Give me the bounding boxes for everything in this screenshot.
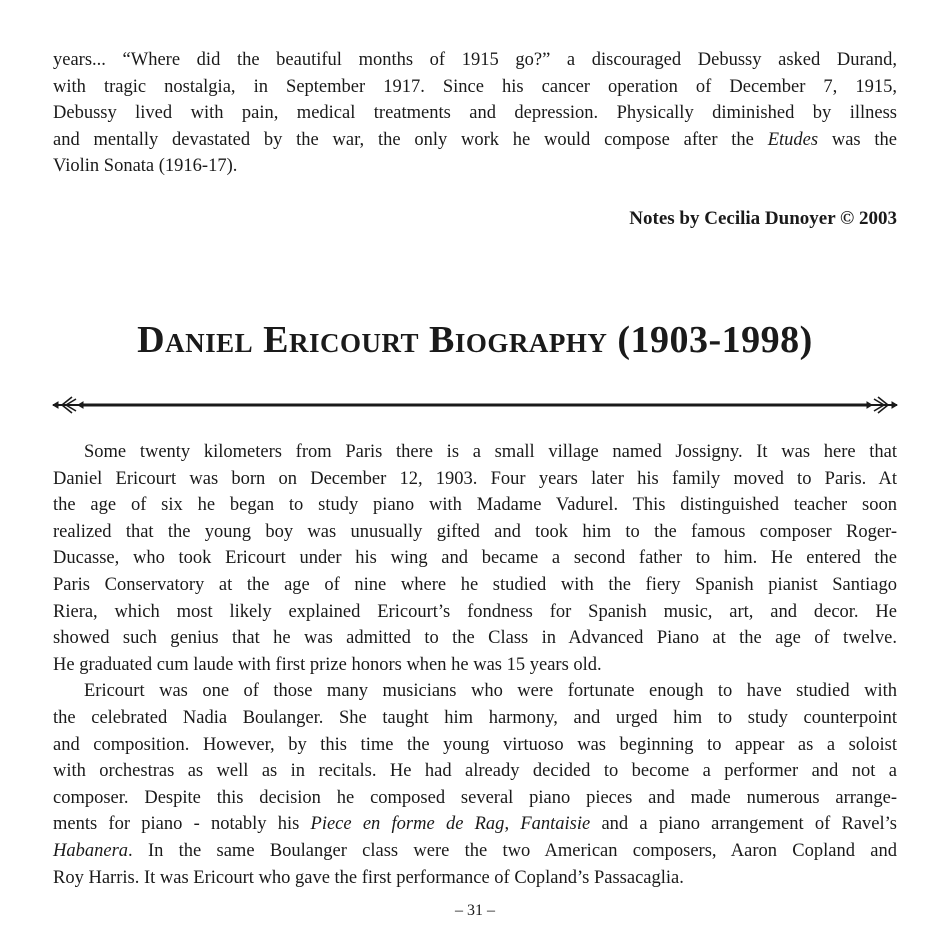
text-segment: Violin Sonata (1916-17).: [53, 156, 238, 177]
text-line: [53, 439, 897, 466]
text-line: [53, 466, 897, 493]
biography-paragraphs: [53, 439, 897, 891]
left-flourish-icon: [53, 397, 83, 413]
text-segment: He graduated cum laude with first prize honors when he was 15 years old.: [53, 654, 602, 675]
text-line: [53, 678, 897, 705]
text-segment: Roy Harris. It was Ericourt who gave the first performance of Copland’s Passacaglia.: [53, 867, 684, 888]
text-line: [53, 625, 897, 652]
text-segment: Daniel Ericourt was born on December 12, 1903. Four years later his family moved to Paris. At: [53, 468, 897, 489]
italic-title: Etudes: [767, 129, 819, 150]
section-title: Daniel Ericourt Biography (1903-1998): [137, 319, 813, 361]
text-line: [53, 865, 897, 892]
page-number: – 31 –: [455, 902, 495, 919]
text-line: [53, 785, 897, 812]
text-segment: and a piano arrangement of Ravel’s: [590, 814, 897, 835]
text-segment: and mentally devastated by the war, the only work he would compose after the: [53, 129, 768, 150]
text-line: [53, 74, 897, 101]
text-segment: Ducasse, who took Ericourt under his wing and became a second father to him. He entered the: [53, 548, 897, 569]
text-line: [53, 519, 897, 546]
text-line: [53, 599, 897, 626]
text-line: [53, 100, 897, 127]
text-segment: composer. Despite this decision he composed several piano pieces and made numerous arrange-: [53, 787, 897, 808]
text-line: [53, 572, 897, 599]
text-line: [53, 153, 897, 180]
text-segment: Some twenty kilometers from Paris there is a small village named Jossigny. It was here that: [84, 442, 897, 462]
right-flourish-icon: [867, 397, 897, 413]
text-segment: years... “Where did the beautiful months of 1915 go?” a discouraged Debussy asked Durand,: [53, 50, 897, 70]
text-segment: Paris Conservatory at the age of nine where he studied with the fiery Spanish pianist Santiago: [53, 574, 897, 595]
text-segment: the celebrated Nadia Boulanger. She taught him harmony, and urged him to study counterpoint: [53, 707, 897, 728]
text-line: [53, 127, 897, 154]
text-line: [53, 705, 897, 732]
text-segment: with tragic nostalgia, in September 1917. Since his cancer operation of December 7, 1915,: [53, 76, 897, 97]
text-line: [53, 47, 897, 74]
text-segment: Ericourt was one of those many musicians who were fortunate enough to have studied with: [84, 681, 897, 702]
text-segment: showed such genius that he was admitted to the Class in Advanced Piano at the age of twelve.: [53, 628, 897, 649]
text-segment: Riera, which most likely explained Ericourt’s fondness for Spanish music, art, and decor. He: [53, 601, 897, 622]
text-line: [53, 732, 897, 759]
notes-credit: Notes by Cecilia Dunoyer © 2003: [629, 208, 897, 229]
text-segment: with orchestras as well as in recitals. He had already decided to become a performer and not a: [53, 761, 897, 782]
ornamental-divider: [50, 392, 900, 418]
text-segment: and composition. However, by this time the young virtuoso was beginning to appear as a soloist: [53, 734, 897, 755]
text-segment: was the: [818, 129, 897, 150]
text-line: [53, 811, 897, 838]
text-line: [53, 838, 897, 865]
intro-paragraph: [53, 47, 897, 180]
text-line: [53, 545, 897, 572]
italic-title: Habanera: [53, 840, 129, 861]
text-line: [53, 652, 897, 679]
text-segment: realized that the young boy was unusually gifted and took him to the famous composer Roger-: [53, 521, 897, 542]
italic-title: Piece en forme de Rag: [310, 814, 505, 835]
italic-title: Fantaisie: [520, 814, 591, 835]
text-segment: Debussy lived with pain, medical treatments and depression. Physically diminished by illness: [53, 103, 897, 124]
text-line: [53, 758, 897, 785]
text-segment: ments for piano - notably his: [53, 814, 311, 835]
text-segment: . In the same Boulanger class were the two American composers, Aaron Copland and: [128, 840, 897, 861]
text-line: [53, 492, 897, 519]
text-segment: the age of six he began to study piano with Madame Vadurel. This distinguished teacher soon: [53, 495, 897, 516]
text-segment: ,: [504, 814, 521, 835]
